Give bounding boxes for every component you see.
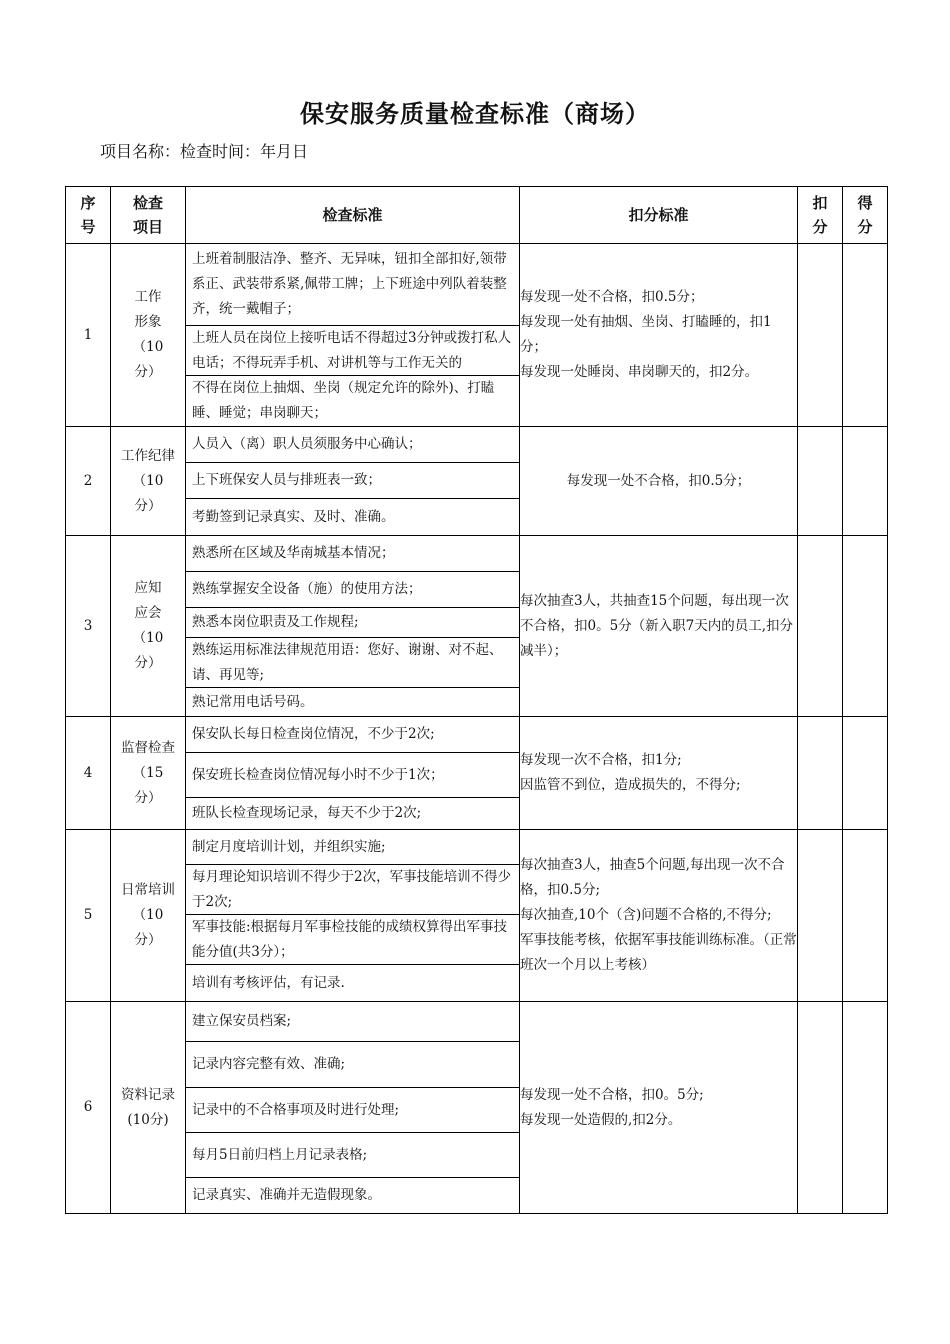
standard-line: 建立保安员档案; <box>186 1002 519 1042</box>
check-standards <box>186 536 520 717</box>
table-row <box>66 830 888 1002</box>
deduction-standard: 每次抽查3人，共抽查15个问题，每出现一次不合格，扣0。5分（新入职7天内的员工,扣分减半）； <box>520 536 798 717</box>
standard-line: 人员入（离）职人员须服务中心确认； <box>186 427 519 463</box>
row-number: 2 <box>66 427 111 536</box>
deduct-points-cell[interactable] <box>798 244 843 427</box>
standard-line: 熟记常用电话号码。 <box>192 693 314 710</box>
check-standards <box>186 244 520 427</box>
table-row <box>66 1002 888 1214</box>
header-seq: 序 号 <box>66 187 111 244</box>
score-cell[interactable] <box>843 244 888 427</box>
standard-line: 制定月度培训计划，并组织实施; <box>186 830 519 865</box>
standard-line: 培训有考核评估，有记录. <box>192 974 345 991</box>
check-item: 工作纪律 （10 分） <box>111 427 186 536</box>
inspection-standards-table <box>65 186 888 1214</box>
check-item: 应知 应会 （10 分） <box>111 536 186 717</box>
header-row <box>66 187 888 244</box>
row-number: 4 <box>66 717 111 830</box>
score-cell[interactable] <box>843 1002 888 1214</box>
deduct-points-cell[interactable] <box>798 427 843 536</box>
row-number: 3 <box>66 536 111 717</box>
standard-line: 记录真实、准确并无造假现象。 <box>192 1187 381 1203</box>
standard-line: 军事技能:根据每月军事检技能的成绩权算得出军事技能分值(共3分）； <box>186 915 519 965</box>
deduction-standard: 每发现一处不合格，扣0.5分； 每发现一处有抽烟、坐岗、打瞌睡的，扣1分； 每发现一处睡岗、串岗聊天的，扣2分。 <box>520 244 798 427</box>
deduct-points-cell[interactable] <box>798 830 843 1002</box>
score-cell[interactable] <box>843 830 888 1002</box>
score-cell[interactable] <box>843 427 888 536</box>
table-row <box>66 244 888 427</box>
check-standards <box>186 1002 520 1214</box>
standard-line: 记录内容完整有效、准确; <box>186 1042 519 1088</box>
standard-line: 熟练运用标准法律规范用语：您好、谢谢、对不起、请、再见等; <box>186 638 519 688</box>
header-deduction: 扣分标准 <box>520 187 798 244</box>
standard-line: 保安班长检查岗位情况每小时不少于1次； <box>186 753 519 798</box>
deduction-standard: 每次抽查3人，抽查5个问题,每出现一次不合格，扣0.5分; 每次抽查,10个（含)问题不合格的,不得分; 军事技能考核，依据军事技能训练标准。（正常班次一个月以上考核） <box>520 830 798 1002</box>
standard-line: 上下班保安人员与排班表一致； <box>186 463 519 499</box>
check-standards <box>186 427 520 536</box>
row-number: 5 <box>66 830 111 1002</box>
check-item: 日常培训 （10 分） <box>111 830 186 1002</box>
standard-line: 考勤签到记录真实、及时、准确。 <box>192 508 395 525</box>
score-cell[interactable] <box>843 536 888 717</box>
standard-line: 熟悉本岗位职责及工作规程; <box>186 608 519 638</box>
standard-line: 熟练掌握安全设备（施）的使用方法； <box>186 572 519 608</box>
project-info-line: 项目名称：检查时间：年月日 <box>100 142 309 161</box>
header-standard: 检查标准 <box>186 187 520 244</box>
table-row <box>66 717 888 830</box>
deduct-points-cell[interactable] <box>798 536 843 717</box>
score-cell[interactable] <box>843 717 888 830</box>
deduction-standard: 每发现一处不合格，扣0.5分； <box>520 427 798 536</box>
standard-line: 每月5日前归档上月记录表格; <box>186 1133 519 1178</box>
check-standards <box>186 717 520 830</box>
standard-line: 每月理论知识培训不得少于2次，军事技能培训不得少于2次; <box>186 865 519 915</box>
check-item: 工作 形象 （10 分） <box>111 244 186 427</box>
table-row <box>66 427 888 536</box>
check-item: 资料记录 (10分) <box>111 1002 186 1214</box>
deduct-points-cell[interactable] <box>798 1002 843 1214</box>
standard-line: 保安队长每日检查岗位情况，不少于2次; <box>186 717 519 753</box>
standard-line: 上班人员在岗位上接听电话不得超过3分钟或拨打私人电话；不得玩弄手机、对讲机等与工作无关的 <box>186 326 519 376</box>
standard-line: 熟悉所在区域及华南城基本情况； <box>186 536 519 572</box>
header-deduct-points: 扣 分 <box>798 187 843 244</box>
row-number: 1 <box>66 244 111 427</box>
check-standards <box>186 830 520 1002</box>
standard-line: 班队长检查现场记录，每天不少于2次; <box>192 805 422 821</box>
standard-line: 上班着制服洁净、整齐、无异味，钮扣全部扣好,领带系正、武装带系紧,佩带工牌；上下班途中列队着装整齐，统一戴帽子； <box>186 244 519 326</box>
header-score: 得 分 <box>843 187 888 244</box>
standard-line: 不得在岗位上抽烟、坐岗（规定允许的除外)、打瞌睡、睡觉；串岗聊天； <box>192 380 495 421</box>
standard-line: 记录中的不合格事项及时进行处理; <box>186 1088 519 1133</box>
page-title: 保安服务质量检查标准（商场） <box>300 99 650 128</box>
check-item: 监督检查 （15 分） <box>111 717 186 830</box>
deduction-standard: 每发现一处不合格，扣0。5分; 每发现一处造假的,扣2分。 <box>520 1002 798 1214</box>
row-number: 6 <box>66 1002 111 1214</box>
table-row <box>66 536 888 717</box>
deduct-points-cell[interactable] <box>798 717 843 830</box>
deduction-standard: 每发现一次不合格，扣1分; 因监管不到位，造成损失的，不得分; <box>520 717 798 830</box>
header-item: 检查 项目 <box>111 187 186 244</box>
